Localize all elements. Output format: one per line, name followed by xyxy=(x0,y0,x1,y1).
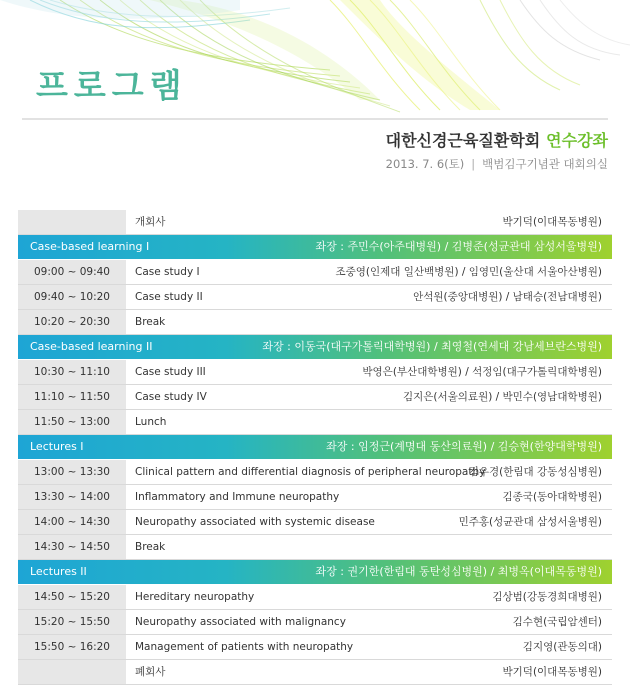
schedule-row xyxy=(18,635,612,660)
time-slot: 09:00 ~ 09:40 xyxy=(18,260,126,284)
schedule-row xyxy=(18,585,612,610)
speaker: 김지은(서울의료원) / 박민수(영남대학병원) xyxy=(402,391,602,403)
speaker: 김종국(동아대학병원) xyxy=(502,491,602,503)
schedule-row xyxy=(18,310,612,335)
session-title: Lunch xyxy=(135,416,167,428)
schedule-row xyxy=(18,535,612,560)
session-title: Management of patients with neuropathy xyxy=(135,641,354,653)
session-title: Break xyxy=(135,316,166,328)
session-title: 폐회사 xyxy=(135,666,166,678)
time-slot: 11:50 ~ 13:00 xyxy=(18,410,126,434)
time-slot: 14:50 ~ 15:20 xyxy=(18,585,126,609)
schedule-table xyxy=(18,210,612,685)
schedule-row xyxy=(18,610,612,635)
speaker: 박영은(부산대학병원) / 석정임(대구가톨릭대학병원) xyxy=(362,366,602,378)
schedule-row xyxy=(18,210,612,235)
section-chairs: 좌장 : 임정근(계명대 동산의료원) / 김승현(한양대학병원) xyxy=(326,440,602,453)
session-title: Case study IV xyxy=(135,391,207,403)
section-name: Lectures I xyxy=(30,440,84,453)
event-name: 대한신경근육질환학회 xyxy=(385,131,541,150)
speaker: 민주홍(성균관대 삼성서울병원) xyxy=(458,516,602,528)
section-header xyxy=(18,335,612,360)
event-title xyxy=(386,128,608,151)
session-title: Case study III xyxy=(135,366,206,378)
schedule-row xyxy=(18,485,612,510)
session-title: Hereditary neuropathy xyxy=(135,591,255,603)
section-name: Lectures II xyxy=(30,565,87,578)
time-slot: 15:20 ~ 15:50 xyxy=(18,610,126,634)
time-slot: 15:50 ~ 16:20 xyxy=(18,635,126,659)
schedule-row xyxy=(18,410,612,435)
schedule-row xyxy=(18,285,612,310)
section-header xyxy=(18,235,612,260)
section-chairs: 좌장 : 권기한(한림대 동탄성심병원) / 최병옥(이대목동병원) xyxy=(315,565,602,578)
time-slot: 10:30 ~ 11:10 xyxy=(18,360,126,384)
session-title: Neuropathy associated with systemic disease xyxy=(135,516,375,528)
schedule-row xyxy=(18,385,612,410)
time-slot xyxy=(18,210,126,234)
time-slot: 13:30 ~ 14:00 xyxy=(18,485,126,509)
event-date-venue xyxy=(386,156,608,172)
section-header xyxy=(18,435,612,460)
section-header xyxy=(18,560,612,585)
schedule-row xyxy=(18,510,612,535)
time-slot: 13:00 ~ 13:30 xyxy=(18,460,126,484)
speaker: 안석원(중앙대병원) / 남태승(전남대병원) xyxy=(413,291,602,303)
speaker: 김지영(관동의대) xyxy=(522,641,602,653)
section-name: Case-based learning II xyxy=(30,340,153,353)
session-title: Case study II xyxy=(135,291,203,303)
program-title: 프로그램 xyxy=(36,66,188,105)
event-date: 2013. 7. 6(토) xyxy=(385,157,465,171)
time-slot: 10:20 ~ 20:30 xyxy=(18,310,126,334)
section-name: Case-based learning I xyxy=(30,240,150,253)
speaker: 조중영(인제대 일산백병원) / 임영민(울산대 서울아산병원) xyxy=(335,266,602,278)
time-slot: 14:00 ~ 14:30 xyxy=(18,510,126,534)
time-slot: 11:10 ~ 11:50 xyxy=(18,385,126,409)
speaker: 김우경(한림대 강동성심병원) xyxy=(468,466,602,478)
header-banner xyxy=(0,0,630,118)
session-title: Inflammatory and Immune neuropathy xyxy=(135,491,340,503)
section-chairs: 좌장 : 이동국(대구가톨릭대학병원) / 최영철(연세대 강남세브란스병원) xyxy=(262,340,602,353)
event-venue: 백범김구기념관 대회의실 xyxy=(482,157,608,171)
session-title: Break xyxy=(135,541,166,553)
speaker: 박기덕(이대목동병원) xyxy=(502,216,602,228)
session-title: Neuropathy associated with malignancy xyxy=(135,616,346,628)
session-title: 개회사 xyxy=(135,216,166,228)
schedule-row xyxy=(18,260,612,285)
title-divider xyxy=(22,118,608,120)
speaker: 김상범(강동경희대병원) xyxy=(492,591,602,603)
time-slot: 14:30 ~ 14:50 xyxy=(18,535,126,559)
schedule-row xyxy=(18,360,612,385)
schedule-row xyxy=(18,660,612,685)
schedule-row xyxy=(18,460,612,485)
time-slot xyxy=(18,660,126,684)
separator: | xyxy=(471,157,476,171)
section-chairs: 좌장 : 주민수(아주대병원) / 김병준(성균관대 삼성서울병원) xyxy=(315,240,602,253)
event-highlight: 연수강좌 xyxy=(546,131,608,150)
session-title: Case study I xyxy=(135,266,200,278)
speaker: 김수현(국립암센터) xyxy=(512,616,602,628)
session-title: Clinical pattern and differential diagnosis of peripheral neuropathy xyxy=(135,466,486,478)
speaker: 박기덕(이대목동병원) xyxy=(502,666,602,678)
time-slot: 09:40 ~ 10:20 xyxy=(18,285,126,309)
